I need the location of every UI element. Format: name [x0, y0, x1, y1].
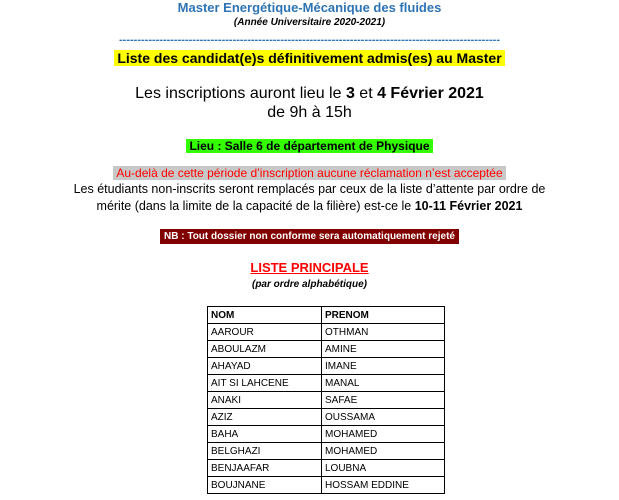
cell-nom: AHAYAD: [208, 358, 322, 375]
cell-nom: ABOULAZM: [208, 341, 322, 358]
table-row: [208, 443, 445, 460]
cell-prenom: AMINE: [322, 341, 445, 358]
warning-text: Au-delà de cette période d’inscription aucune réclamation n’est acceptée: [113, 166, 505, 180]
cell-nom: BELGHAZI: [208, 443, 322, 460]
cell-nom: AIT SI LAHCENE: [208, 375, 322, 392]
table-header-row: [208, 307, 445, 324]
notice-line2-prefix: mérite (dans la limite de la capacité de la filière) est-ce le: [96, 199, 415, 213]
location-block: [0, 139, 619, 153]
table-row: [208, 426, 445, 443]
cell-prenom: SAFAE: [322, 392, 445, 409]
warning-block: [0, 166, 619, 180]
inscriptions-conj: et: [354, 85, 378, 102]
table-row: [208, 375, 445, 392]
list-principale-title: LISTE PRINCIPALE: [250, 260, 369, 275]
cell-prenom: IMANE: [322, 358, 445, 375]
cell-nom: AZIZ: [208, 409, 322, 426]
cell-prenom: OUSSAMA: [322, 409, 445, 426]
location-text: Lieu : Salle 6 de département de Physique: [186, 139, 432, 153]
inscriptions-hours: de 9h à 15h: [267, 104, 352, 121]
cell-prenom: OTHMAN: [322, 324, 445, 341]
table-row: [208, 324, 445, 341]
inscriptions-day1: 3: [345, 85, 355, 102]
header-prenom: PRENOM: [322, 307, 445, 324]
notice-block: [0, 181, 619, 215]
table-row: [208, 409, 445, 426]
table-row: [208, 392, 445, 409]
cell-prenom: MOHAMED: [322, 426, 445, 443]
cell-prenom: MOHAMED: [322, 443, 445, 460]
cell-nom: ANAKI: [208, 392, 322, 409]
cell-nom: AAROUR: [208, 324, 322, 341]
inscriptions-day2: 4 Février 2021: [377, 85, 484, 102]
academic-year: (Année Universitaire 2020-2021): [233, 17, 386, 28]
header-nom: NOM: [208, 307, 322, 324]
notice-date: 10-11 Février 2021: [414, 199, 523, 213]
inscriptions-dates: [0, 84, 619, 103]
table-row: [208, 477, 445, 494]
inscriptions-block: [0, 84, 619, 122]
list-title-block: [0, 50, 619, 66]
notice-line1: Les étudiants non-inscrits seront remplacés par ceux de la liste d’attente par ordre de: [73, 182, 546, 196]
separator-line: --------------------------------------------------------------------------------------------------------: [119, 34, 500, 46]
table-row: [208, 460, 445, 477]
inscriptions-prefix: Les inscriptions auront lieu le: [135, 85, 346, 102]
table-row: [208, 358, 445, 375]
list-title: Liste des candidat(e)s définitivement admis(es) au Master: [114, 50, 504, 66]
cell-prenom: LOUBNA: [322, 460, 445, 477]
cell-nom: BAHA: [208, 426, 322, 443]
admitted-table: [207, 306, 445, 494]
cell-nom: BOUJNANE: [208, 477, 322, 494]
cell-prenom: MANAL: [322, 375, 445, 392]
nb-text: NB : Tout dossier non conforme sera automatiquement rejeté: [160, 229, 459, 244]
cell-prenom: HOSSAM EDDINE: [322, 477, 445, 494]
table-row: [208, 341, 445, 358]
master-title: Master Energétique-Mécanique des fluides: [177, 0, 442, 15]
notice-line2: [0, 198, 619, 215]
cell-nom: BENJAAFAR: [208, 460, 322, 477]
nb-block: [0, 229, 619, 244]
list-principale-subtitle: (par ordre alphabétique): [251, 279, 367, 290]
